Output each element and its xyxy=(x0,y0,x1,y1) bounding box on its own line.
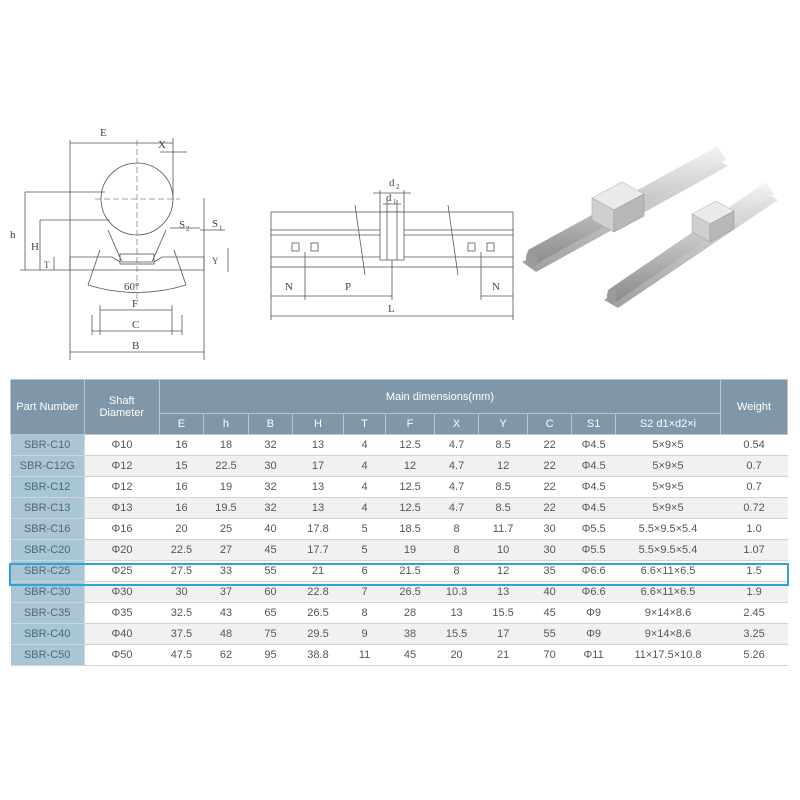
table-cell: 55 xyxy=(248,561,293,582)
table-cell: 12.5 xyxy=(386,477,435,498)
svg-text:P: P xyxy=(345,281,352,293)
svg-text:60°: 60° xyxy=(124,281,140,293)
table-cell: 10 xyxy=(479,540,528,561)
dimension-header: C xyxy=(527,414,572,435)
table-cell: 12 xyxy=(479,456,528,477)
side-view-drawing xyxy=(271,190,513,320)
table-cell: Φ10 xyxy=(84,435,159,456)
table-cell: 5.5×9.5×5.4 xyxy=(615,519,720,540)
table-cell: 6.6×11×6.5 xyxy=(615,582,720,603)
table-cell: 6 xyxy=(343,561,385,582)
table-cell: 4.7 xyxy=(434,477,479,498)
table-cell: 11.7 xyxy=(479,519,528,540)
table-cell: 8.5 xyxy=(479,477,528,498)
table-cell: 26.5 xyxy=(386,582,435,603)
table-cell: 4.7 xyxy=(434,456,479,477)
table-cell: 13 xyxy=(293,435,344,456)
table-cell: Φ20 xyxy=(84,540,159,561)
table-cell: 55 xyxy=(527,624,572,645)
table-cell: 95 xyxy=(248,645,293,666)
table-cell: 0.7 xyxy=(721,477,788,498)
table-row xyxy=(11,519,788,540)
cross-section-labels xyxy=(10,127,223,352)
table-cell: Φ50 xyxy=(84,645,159,666)
table-cell: 22 xyxy=(527,435,572,456)
table-cell: 12.5 xyxy=(386,435,435,456)
table-cell: 15 xyxy=(159,456,204,477)
svg-text:N: N xyxy=(285,281,293,293)
table-cell: 9 xyxy=(343,624,385,645)
table-cell: 15.5 xyxy=(434,624,479,645)
table-row xyxy=(11,540,788,561)
svg-text:E: E xyxy=(100,127,107,139)
table-cell: 17 xyxy=(293,456,344,477)
table-cell: 48 xyxy=(204,624,249,645)
table-cell: 0.54 xyxy=(721,435,788,456)
table-cell: 17.7 xyxy=(293,540,344,561)
table-cell: 20 xyxy=(159,519,204,540)
table-cell: 5 xyxy=(343,540,385,561)
table-cell: 11×17.5×10.8 xyxy=(615,645,720,666)
table-cell: 45 xyxy=(527,603,572,624)
table-cell: 5×9×5 xyxy=(615,435,720,456)
svg-text:C: C xyxy=(132,319,140,331)
table-cell: 1.07 xyxy=(721,540,788,561)
table-cell: 12.5 xyxy=(386,498,435,519)
table-cell: 7 xyxy=(343,582,385,603)
table-cell: 16 xyxy=(159,477,204,498)
dimension-header: E xyxy=(159,414,204,435)
table-cell: 9×14×8.6 xyxy=(615,624,720,645)
table-row xyxy=(11,456,788,477)
part-number-cell: SBR-C25 xyxy=(11,561,85,582)
svg-text:B: B xyxy=(132,340,140,352)
table-cell: 5×9×5 xyxy=(615,477,720,498)
technical-drawings xyxy=(0,0,800,370)
table-cell: 4.7 xyxy=(434,435,479,456)
part-number-cell: SBR-C13 xyxy=(11,498,85,519)
table-cell: 8 xyxy=(434,540,479,561)
table-cell: Φ6.6 xyxy=(572,561,616,582)
table-cell: 45 xyxy=(386,645,435,666)
svg-text:h: h xyxy=(10,229,16,241)
dimension-header: H xyxy=(293,414,344,435)
svg-text:H: H xyxy=(31,241,39,253)
table-cell: Φ4.5 xyxy=(572,456,616,477)
table-cell: 70 xyxy=(527,645,572,666)
table-cell: 32 xyxy=(248,477,293,498)
table-cell: 13 xyxy=(434,603,479,624)
dimension-header: h xyxy=(204,414,249,435)
table-cell: Φ6.6 xyxy=(572,582,616,603)
table-cell: 12 xyxy=(386,456,435,477)
part-number-cell: SBR-C12G xyxy=(11,456,85,477)
table-cell: 29.5 xyxy=(293,624,344,645)
table-cell: Φ9 xyxy=(572,624,616,645)
table-cell: 19.5 xyxy=(204,498,249,519)
weight-header: Weight xyxy=(721,380,788,435)
table-cell: 20 xyxy=(434,645,479,666)
part-number-cell: SBR-C16 xyxy=(11,519,85,540)
dimension-header: S1 xyxy=(572,414,616,435)
table-cell: 47.5 xyxy=(159,645,204,666)
dimension-header: F xyxy=(386,414,435,435)
table-cell: Φ12 xyxy=(84,477,159,498)
table-row xyxy=(11,477,788,498)
table-cell: 21.5 xyxy=(386,561,435,582)
table-cell: 32 xyxy=(248,435,293,456)
part-number-cell: SBR-C50 xyxy=(11,645,85,666)
svg-text:1: 1 xyxy=(393,198,397,206)
part-number-cell: SBR-C20 xyxy=(11,540,85,561)
spec-table xyxy=(10,379,788,666)
svg-text:1: 1 xyxy=(219,224,223,232)
part-number-cell: SBR-C35 xyxy=(11,603,85,624)
dimension-header: X xyxy=(434,414,479,435)
svg-text:d: d xyxy=(389,177,395,189)
table-cell: 35 xyxy=(527,561,572,582)
svg-text:X: X xyxy=(158,139,166,151)
table-cell: Φ25 xyxy=(84,561,159,582)
table-cell: 38 xyxy=(386,624,435,645)
table-cell: Φ30 xyxy=(84,582,159,603)
table-cell: 37.5 xyxy=(159,624,204,645)
table-cell: Φ4.5 xyxy=(572,477,616,498)
svg-text:2: 2 xyxy=(186,225,190,233)
table-cell: 17.8 xyxy=(293,519,344,540)
table-cell: 2.45 xyxy=(721,603,788,624)
dimension-header: B xyxy=(248,414,293,435)
table-cell: 5×9×5 xyxy=(615,456,720,477)
table-cell: Φ5.5 xyxy=(572,519,616,540)
table-cell: 33 xyxy=(204,561,249,582)
table-row xyxy=(11,435,788,456)
table-cell: 9×14×8.6 xyxy=(615,603,720,624)
shaft-diameter-header: Shaft Diameter xyxy=(84,380,159,435)
cross-section-drawing xyxy=(20,138,228,360)
table-cell: 18 xyxy=(204,435,249,456)
table-cell: 30 xyxy=(527,540,572,561)
table-cell: 19 xyxy=(386,540,435,561)
table-cell: Φ4.5 xyxy=(572,435,616,456)
table-cell: 1.5 xyxy=(721,561,788,582)
svg-text:d: d xyxy=(386,192,392,204)
table-cell: 45 xyxy=(248,540,293,561)
table-cell: 3.25 xyxy=(721,624,788,645)
table-cell: 30 xyxy=(248,456,293,477)
svg-text:T: T xyxy=(44,260,50,270)
table-cell: 8.5 xyxy=(479,498,528,519)
svg-text:F: F xyxy=(132,298,139,310)
table-cell: Φ13 xyxy=(84,498,159,519)
table-cell: 28 xyxy=(386,603,435,624)
table-row xyxy=(11,645,788,666)
table-cell: 16 xyxy=(159,435,204,456)
table-cell: Φ4.5 xyxy=(572,498,616,519)
table-cell: 22 xyxy=(527,456,572,477)
table-cell: 32.5 xyxy=(159,603,204,624)
table-cell: 18.5 xyxy=(386,519,435,540)
table-cell: 40 xyxy=(248,519,293,540)
part-number-cell: SBR-C30 xyxy=(11,582,85,603)
svg-text:S: S xyxy=(212,218,219,230)
table-cell: 21 xyxy=(293,561,344,582)
linear-rail-photo xyxy=(522,146,778,308)
svg-text:N: N xyxy=(492,281,500,293)
table-cell: Φ9 xyxy=(572,603,616,624)
table-cell: 0.72 xyxy=(721,498,788,519)
table-cell: 27 xyxy=(204,540,249,561)
part-number-cell: SBR-C12 xyxy=(11,477,85,498)
table-cell: 62 xyxy=(204,645,249,666)
svg-text:S: S xyxy=(179,219,186,231)
dimension-header: T xyxy=(343,414,385,435)
table-cell: Φ11 xyxy=(572,645,616,666)
table-cell: 10.3 xyxy=(434,582,479,603)
table-cell: 75 xyxy=(248,624,293,645)
svg-text:2: 2 xyxy=(396,183,400,191)
table-cell: 37 xyxy=(204,582,249,603)
table-row xyxy=(11,582,788,603)
table-cell: 40 xyxy=(527,582,572,603)
main-dimensions-header: Main dimensions(mm) xyxy=(159,380,720,414)
table-cell: 19 xyxy=(204,477,249,498)
dimension-header: Y xyxy=(479,414,528,435)
table-cell: 4 xyxy=(343,435,385,456)
table-cell: Φ12 xyxy=(84,456,159,477)
table-cell: 30 xyxy=(527,519,572,540)
table-cell: 1.9 xyxy=(721,582,788,603)
table-cell: 0.7 xyxy=(721,456,788,477)
table-cell: 4 xyxy=(343,498,385,519)
table-cell: 8 xyxy=(343,603,385,624)
table-cell: Φ5.5 xyxy=(572,540,616,561)
table-cell: 22.8 xyxy=(293,582,344,603)
svg-text:Y: Y xyxy=(212,256,219,266)
table-cell: 13 xyxy=(479,582,528,603)
table-cell: Φ35 xyxy=(84,603,159,624)
table-cell: 43 xyxy=(204,603,249,624)
table-cell: 27.5 xyxy=(159,561,204,582)
table-row xyxy=(11,561,788,582)
table-cell: 22 xyxy=(527,477,572,498)
table-cell: 15.5 xyxy=(479,603,528,624)
table-cell: 17 xyxy=(479,624,528,645)
dimension-header: S2 d1×d2×i xyxy=(615,414,720,435)
table-cell: 4 xyxy=(343,456,385,477)
table-cell: 5 xyxy=(343,519,385,540)
table-cell: 65 xyxy=(248,603,293,624)
part-number-cell: SBR-C10 xyxy=(11,435,85,456)
table-cell: 6.6×11×6.5 xyxy=(615,561,720,582)
table-cell: 26.5 xyxy=(293,603,344,624)
svg-text:L: L xyxy=(388,303,395,315)
table-row xyxy=(11,624,788,645)
table-cell: 22 xyxy=(527,498,572,519)
table-cell: 8.5 xyxy=(479,435,528,456)
table-cell: 4.7 xyxy=(434,498,479,519)
table-cell: Φ40 xyxy=(84,624,159,645)
table-cell: 30 xyxy=(159,582,204,603)
table-cell: 16 xyxy=(159,498,204,519)
table-cell: 5×9×5 xyxy=(615,498,720,519)
table-cell: 32 xyxy=(248,498,293,519)
part-number-header: Part Number xyxy=(11,380,85,435)
table-cell: 4 xyxy=(343,477,385,498)
table-cell: 22.5 xyxy=(204,456,249,477)
table-cell: 5.5×9.5×5.4 xyxy=(615,540,720,561)
table-row xyxy=(11,498,788,519)
part-number-cell: SBR-C40 xyxy=(11,624,85,645)
table-cell: 38.8 xyxy=(293,645,344,666)
table-row xyxy=(11,603,788,624)
table-cell: 12 xyxy=(479,561,528,582)
table-cell: 8 xyxy=(434,561,479,582)
table-cell: 25 xyxy=(204,519,249,540)
table-cell: 8 xyxy=(434,519,479,540)
table-cell: 21 xyxy=(479,645,528,666)
table-cell: 13 xyxy=(293,477,344,498)
table-cell: 5.26 xyxy=(721,645,788,666)
table-cell: 13 xyxy=(293,498,344,519)
table-cell: 60 xyxy=(248,582,293,603)
table-cell: Φ16 xyxy=(84,519,159,540)
table-cell: 11 xyxy=(343,645,385,666)
table-cell: 1.0 xyxy=(721,519,788,540)
table-cell: 22.5 xyxy=(159,540,204,561)
